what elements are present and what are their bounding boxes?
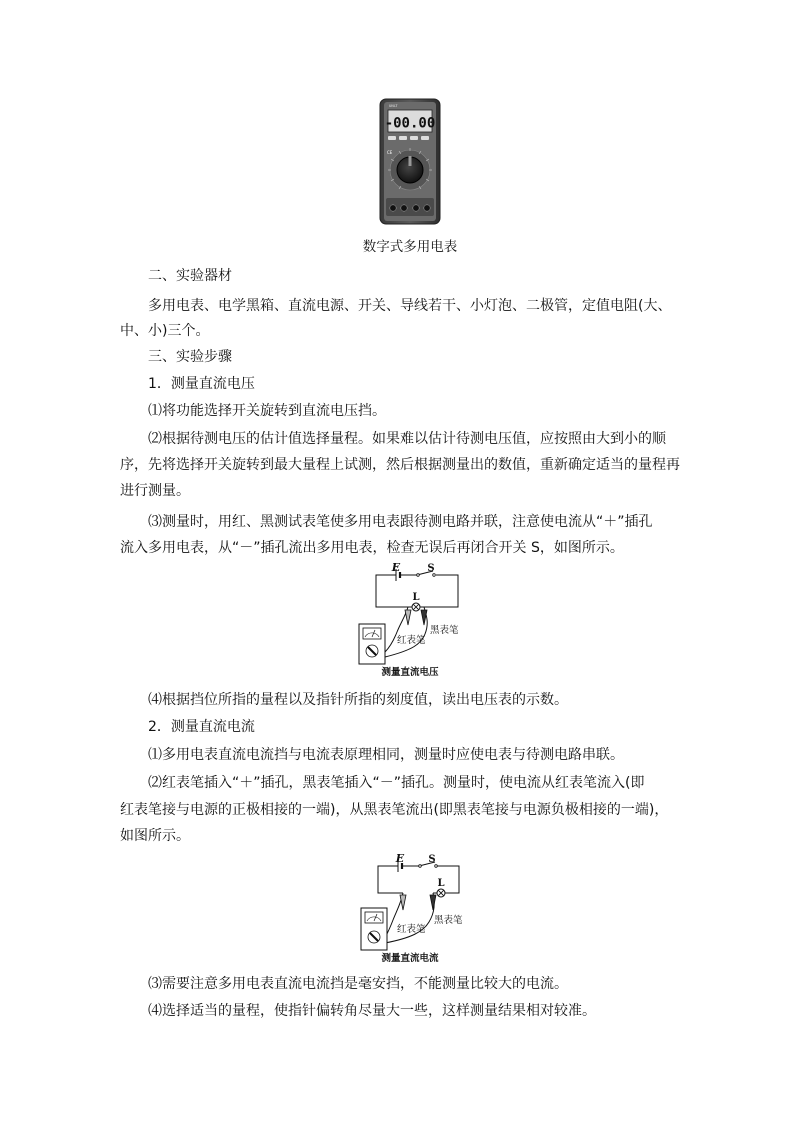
step-2-item-2-line3: 如图所示。 bbox=[120, 828, 190, 844]
voltage-circuit-diagram bbox=[355, 562, 465, 680]
current-circuit-diagram bbox=[355, 848, 465, 966]
voltage-diagram-caption: 测量直流电压 bbox=[381, 667, 439, 678]
materials-paragraph-line2: 中、小)三个。 bbox=[120, 323, 210, 339]
red-probe-label: 红表笔 bbox=[397, 924, 426, 935]
lamp-label-L: L bbox=[437, 878, 445, 889]
red-probe-tip bbox=[400, 895, 406, 910]
black-probe-label: 黑表笔 bbox=[434, 915, 463, 926]
switch-label-S: S bbox=[427, 563, 435, 574]
step-1-item-1: ⑴将功能选择开关旋转到直流电压挡。 bbox=[148, 403, 386, 419]
step-2-item-2-line1: ⑵红表笔插入“＋”插孔，黑表笔插入“－”插孔。测量时，使电流从红表笔流入(即 bbox=[148, 775, 645, 791]
black-probe-label: 黑表笔 bbox=[430, 625, 459, 636]
lamp-label-L: L bbox=[412, 592, 420, 603]
black-probe-tip bbox=[430, 895, 436, 910]
battery-label-E: E bbox=[395, 852, 405, 865]
step-2-item-4: ⑷选择适当的量程，使指针偏转角尽量大一些，这样测量结果相对较准。 bbox=[148, 1003, 596, 1019]
multimeter-caption: 数字式多用电表 bbox=[362, 239, 458, 255]
red-probe-tip bbox=[405, 610, 411, 625]
lcd-display-readout: -00.00 bbox=[384, 115, 436, 132]
step-1-heading: 1．测量直流电压 bbox=[148, 376, 255, 392]
materials-paragraph-line1: 多用电表、电学黑箱、直流电源、开关、导线若干、小灯泡、二极管，定值电阻(大、 bbox=[148, 298, 672, 314]
step-1-item-2-line1: ⑵根据待测电压的估计值选择量程。如果难以估计待测电压值，应按照由大到小的顺 bbox=[148, 431, 666, 447]
step-2-item-2-line2: 红表笔接与电源的正极相接的一端)，从黑表笔流出(即黑表笔接与电源负极相接的一端)， bbox=[120, 802, 669, 818]
step-1-item-2-line3: 进行测量。 bbox=[120, 483, 190, 499]
step-1-item-2-line2: 序，先将选择开关旋转到最大量程上试测，然后根据测量出的数值，重新确定适当的量程再 bbox=[120, 457, 680, 473]
step-2-item-3: ⑶需要注意多用电表直流电流挡是毫安挡，不能测量比较大的电流。 bbox=[148, 976, 568, 992]
multimeter-figure bbox=[379, 98, 441, 225]
battery-label-E: E bbox=[391, 562, 401, 574]
current-diagram-caption: 测量直流电流 bbox=[381, 953, 439, 964]
switch-label-S: S bbox=[428, 854, 436, 865]
step-2-item-1: ⑴多用电表直流电流挡与电流表原理相同，测量时应使电表与待测电路串联。 bbox=[148, 747, 624, 763]
step-1-item-4: ⑷根据挡位所指的量程以及指针所指的刻度值，读出电压表的示数。 bbox=[148, 692, 568, 708]
black-probe-tip bbox=[421, 610, 427, 625]
step-1-item-3-line2: 流入多用电表，从“－”插孔流出多用电表，检查无误后再闭合开关 S，如图所示。 bbox=[120, 540, 624, 556]
section-3-heading: 三、实验步骤 bbox=[148, 349, 232, 365]
step-2-heading: 2．测量直流电流 bbox=[148, 719, 255, 735]
red-probe-label: 红表笔 bbox=[397, 635, 426, 646]
brand-label: UNI-T bbox=[389, 104, 398, 108]
multimeter-image bbox=[379, 98, 441, 225]
svg-text:CE: CE bbox=[387, 150, 393, 155]
section-2-heading: 二、实验器材 bbox=[148, 268, 232, 284]
step-1-item-3-line1: ⑶测量时，用红、黑测试表笔使多用电表跟待测电路并联，注意使电流从“＋”插孔 bbox=[148, 514, 653, 530]
